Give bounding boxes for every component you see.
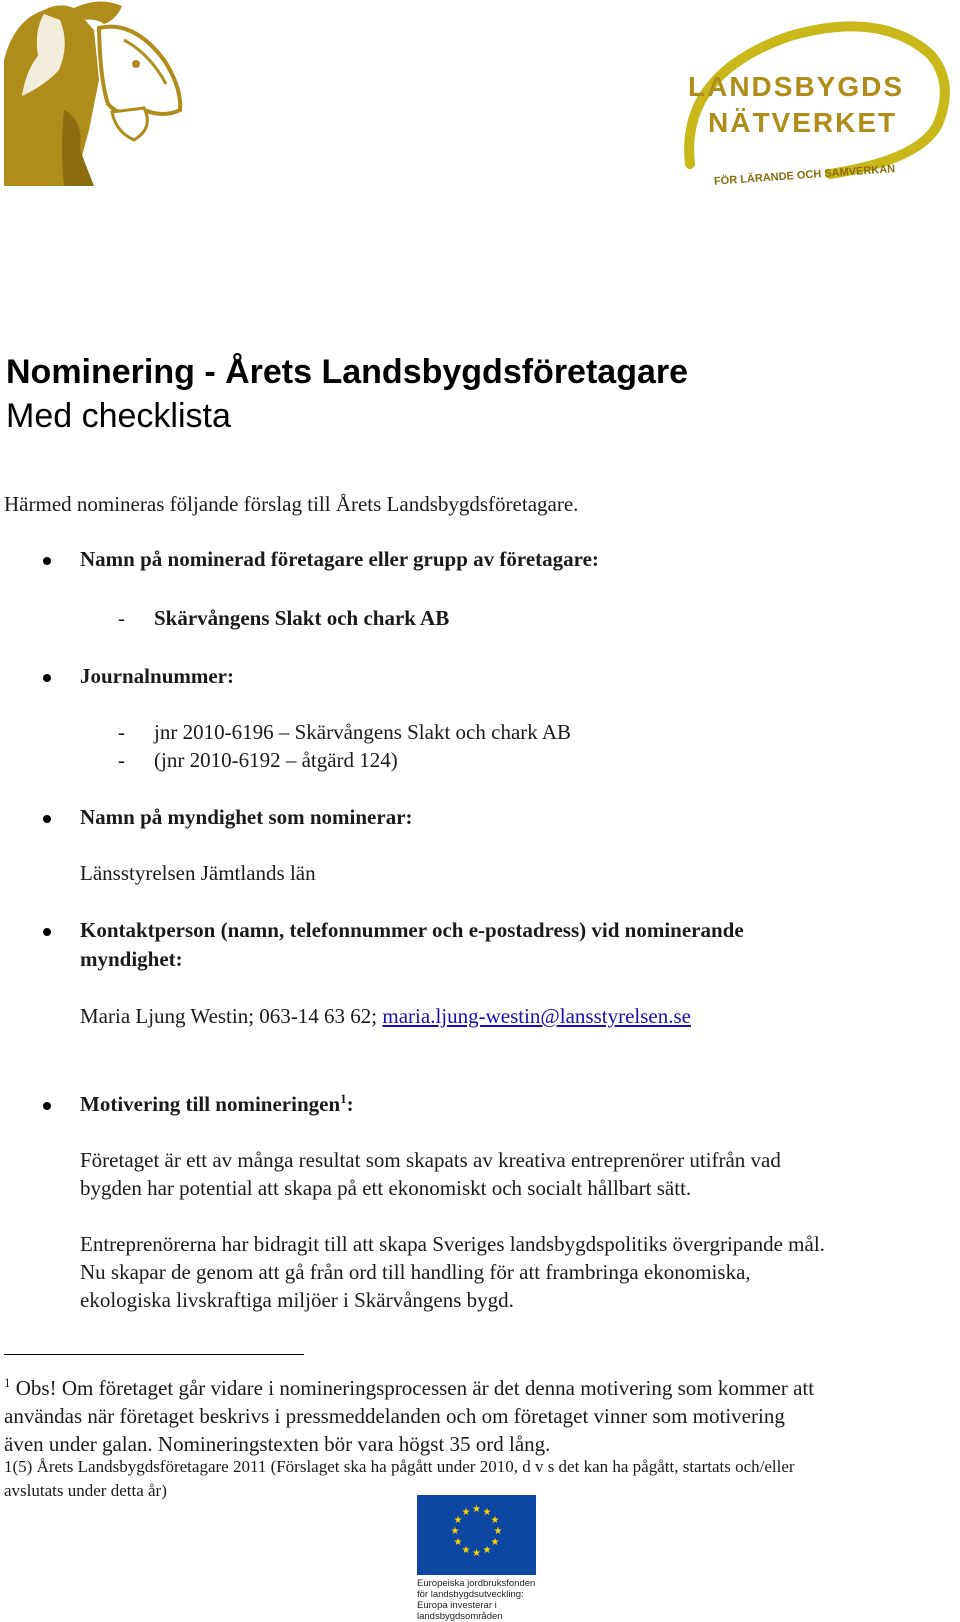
logo-tagline: FÖR LÄRANDE OCH SAMVERKAN [713,163,896,188]
svg-text:★: ★ [450,1526,460,1537]
journal-item-text: (jnr 2010-6192 – åtgärd 124) [154,748,398,772]
motivation-paragraph [80,1230,930,1314]
eu-flag-logo [417,1495,536,1575]
journal-item: - (jnr 2010-6192 – åtgärd 124) [118,748,398,772]
svg-text:★: ★ [493,1526,503,1537]
contact-label-line1: Kontaktperson (namn, telefonnummer och e-postadress) vid nominerande [80,918,744,942]
footnote-separator [4,1354,304,1355]
motivation-p2-line1: Entreprenörerna har bidragit till att skapa Sveriges landsbygdspolitiks övergripande mål. [80,1232,825,1256]
footnote-reference[interactable]: 1 [340,1091,347,1106]
nominee-item: - Skärvångens Slakt och chark AB [118,606,450,630]
logo-text-line1: LANDSBYGDS [688,71,905,102]
footnote-line2: användas när företaget beskrivs i pressmeddelanden och om företaget vinner som motivering [4,1404,785,1428]
svg-text:★: ★ [453,1515,463,1526]
journal-label: Journalnummer: [80,662,880,691]
motivation-paragraph [80,1146,930,1202]
contact-value [80,1002,930,1030]
authority-label: Namn på myndighet som nominerar: [80,803,880,832]
intro-text: Härmed nomineras följande förslag till Årets Landsbygdsföretagare. [4,492,579,516]
motivation-label [80,1090,880,1119]
logo-text-line2: NÄTVERKET [708,107,898,138]
motivation-p1-line2: bygden har potential att skapa på ett ekonomiskt och socialt hållbart sätt. [80,1176,692,1200]
journal-item: - jnr 2010-6196 – Skärvångens Slakt och chark AB [118,720,572,744]
page-footer-line1: 1(5) Årets Landsbygdsföretagare 2011 (Förslaget ska ha pågått under 2010, d v s det kan ha pågått, startats och/eller [4,1457,795,1476]
goat-logo [4,0,184,186]
page-subtitle: Med checklista [6,397,231,435]
motivation-p2-line3: ekologiska livskraftiga miljöer i Skärvångens bygd. [80,1288,514,1312]
footnote-line3: även under galan. Nomineringstexten bör vara högst 35 ord lång. [4,1432,551,1456]
svg-text:★: ★ [472,1548,481,1559]
footnote [4,1374,944,1458]
motivation-label-colon: : [346,1092,354,1116]
page-footer-line2: avslutats under detta år) [4,1481,167,1500]
svg-text:★: ★ [482,1507,492,1518]
svg-text:★: ★ [472,1504,481,1515]
motivation-p1-line1: Företaget är ett av många resultat som skapats av kreativa entreprenörer utifrån vad [80,1148,781,1172]
nominee-label: Namn på nominerad företagare eller grupp av företagare: [80,545,880,574]
footnote-marker: 1 [4,1375,11,1390]
svg-text:★: ★ [490,1515,500,1526]
authority-value: Länsstyrelsen Jämtlands län [80,861,316,885]
contact-label-line2: myndighet: [80,947,183,971]
svg-text:★: ★ [461,1507,471,1518]
nominee-value: Skärvångens Slakt och chark AB [154,606,450,630]
footnote-line1: Obs! Om företaget går vidare i nomineringsprocessen är det denna motivering som kommer att [10,1376,815,1400]
page-title: Nominering - Årets Landsbygdsföretagare [6,353,689,391]
svg-text:★: ★ [490,1537,500,1548]
svg-text:★: ★ [453,1537,463,1548]
svg-text:★: ★ [482,1545,492,1556]
document-title [6,350,688,438]
journal-item-text: jnr 2010-6196 – Skärvångens Slakt och chark AB [154,720,572,744]
contact-email-link[interactable]: maria.ljung-westin@lansstyrelsen.se [382,1004,691,1028]
motivation-p2-line2: Nu skapar de genom att gå från ord till handling för att frambringa ekonomiska, [80,1260,751,1284]
contact-label [80,916,880,974]
eu-caption: Europeiska jordbruksfonden för landsbygdsutveckling: Europa investerar i landsbygdsområden [417,1578,536,1622]
contact-details: Maria Ljung Westin; 063-14 63 62; [80,1004,383,1028]
motivation-label-text: Motivering till nomineringen [80,1092,341,1116]
svg-text:★: ★ [461,1545,471,1556]
landsbygdsnatverket-logo [680,14,960,196]
